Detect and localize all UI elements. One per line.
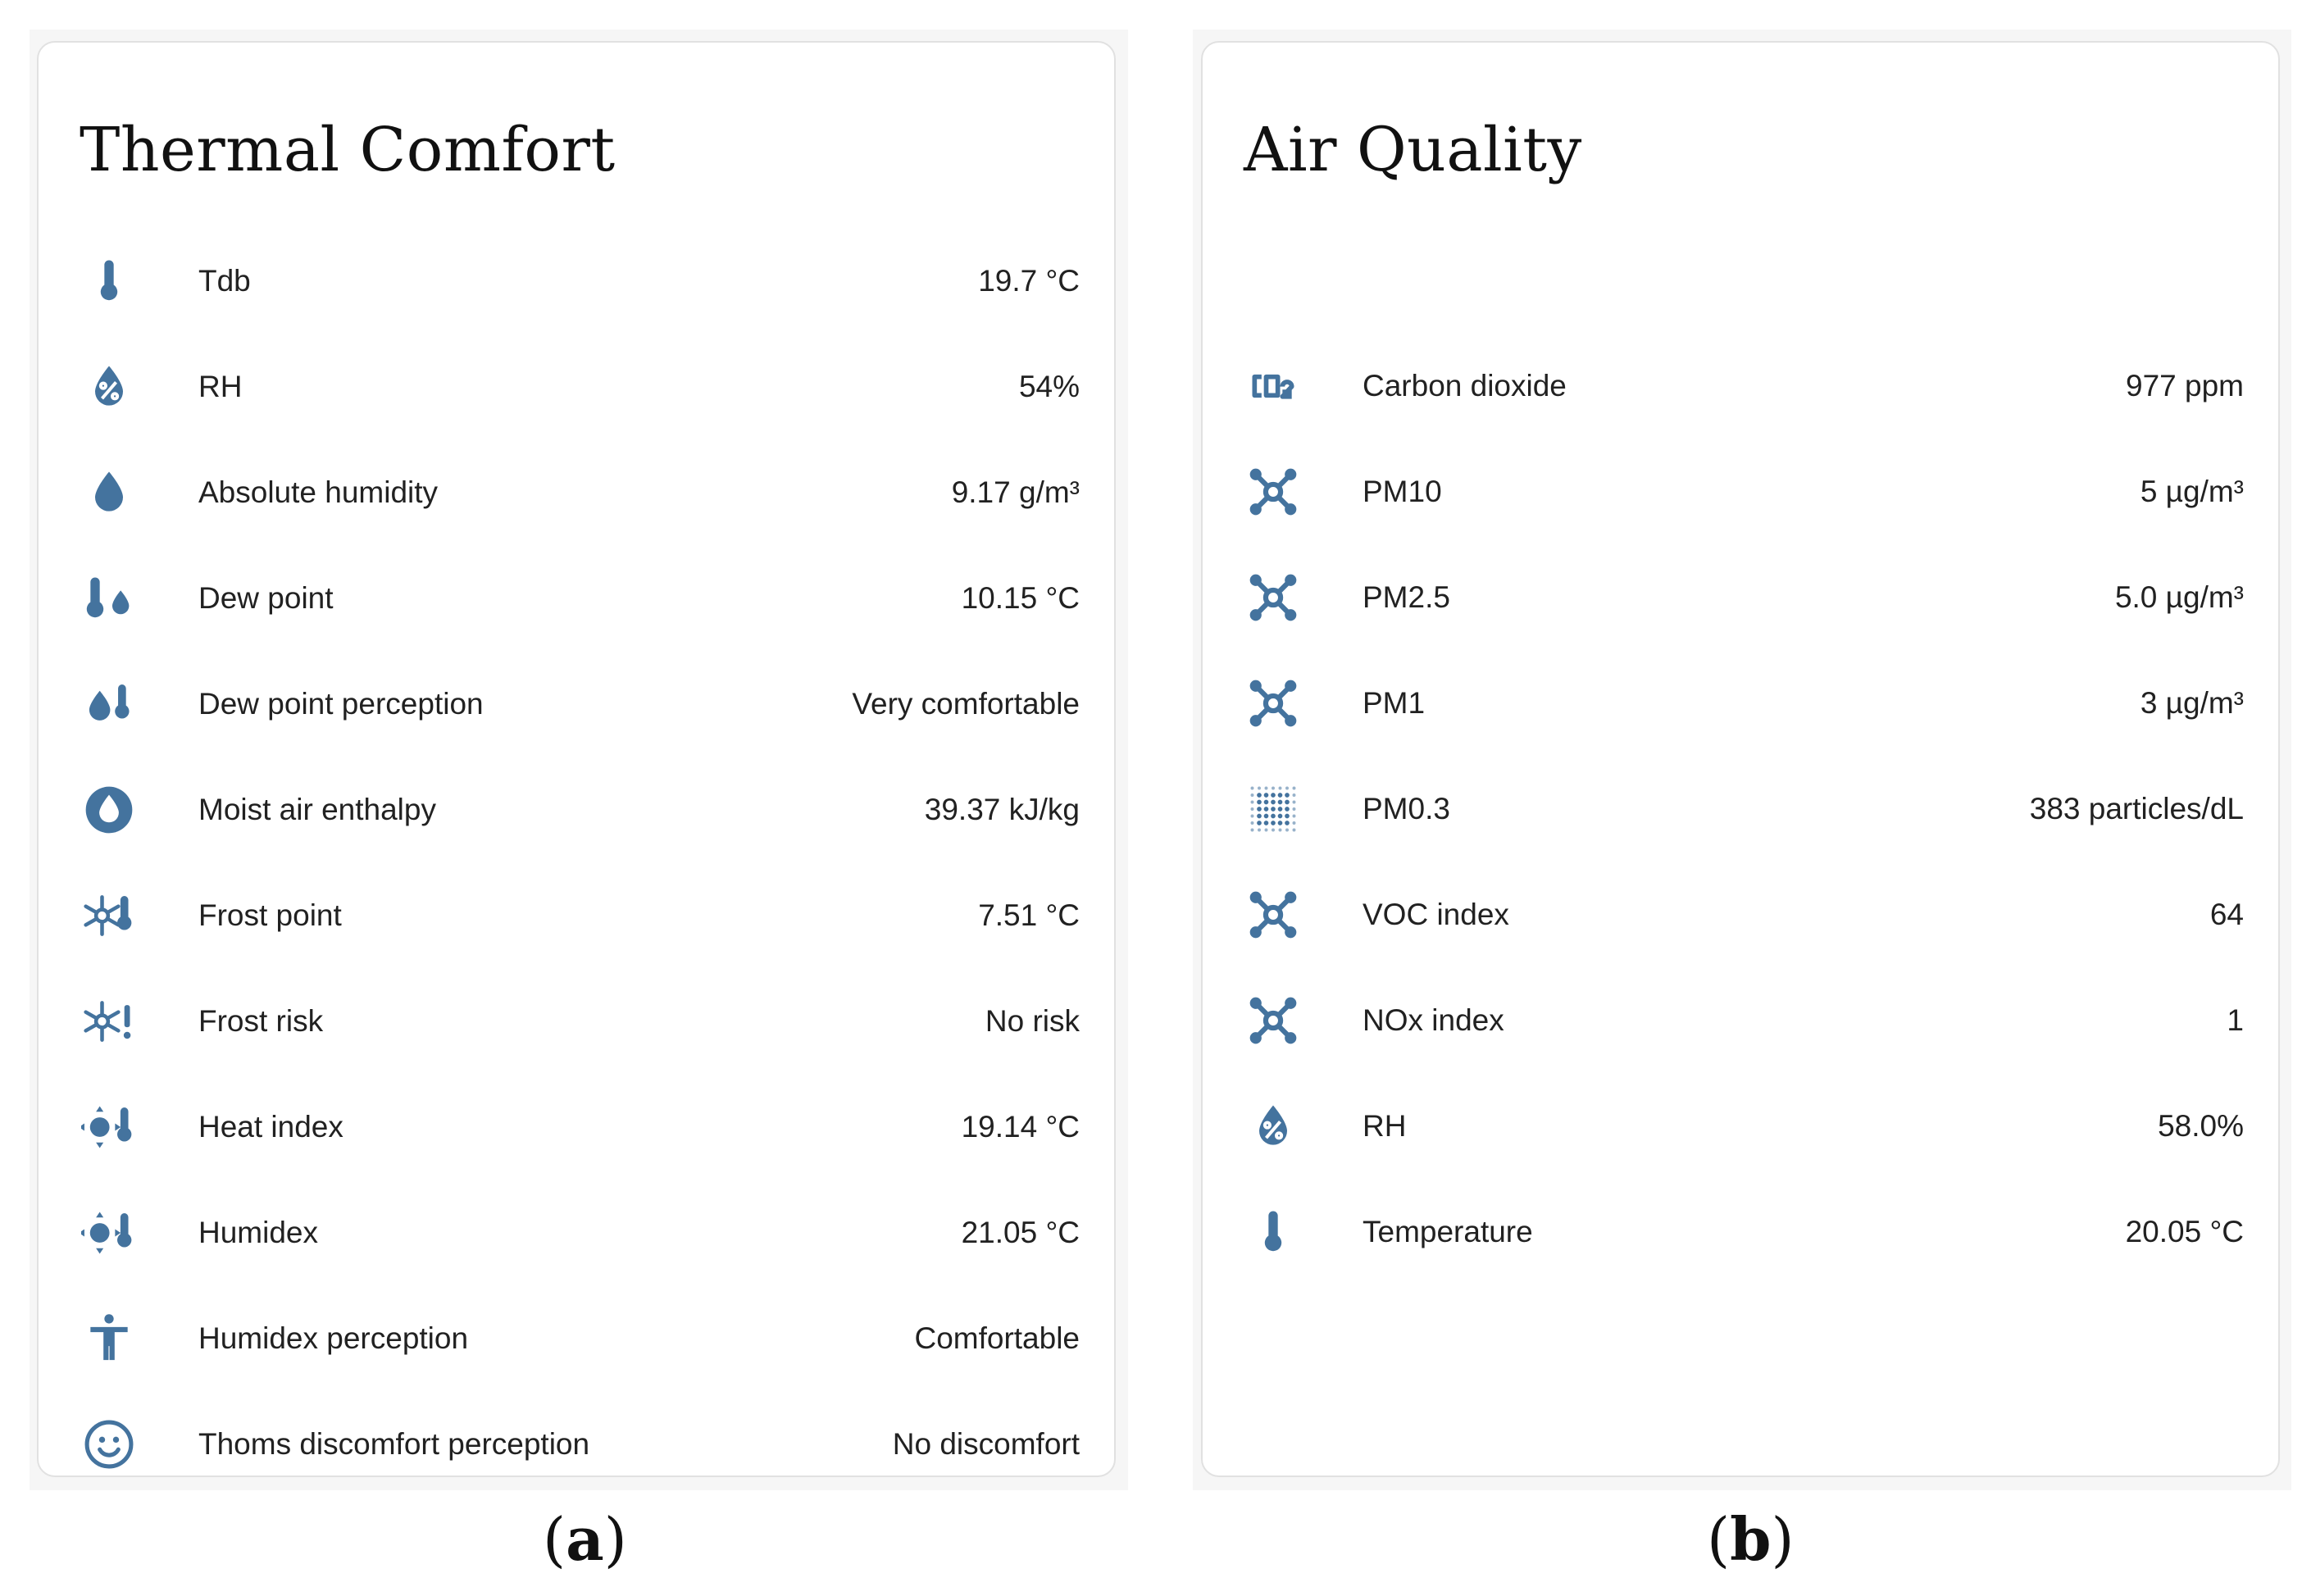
smiley-icon xyxy=(81,1416,137,1472)
molecule-icon xyxy=(1245,464,1301,520)
entity-row-pm0-3[interactable] xyxy=(1203,756,2278,862)
entity-label: RH xyxy=(1363,1108,1407,1143)
entity-value: Very comfortable xyxy=(852,686,1080,721)
entity-row-humidex-perception[interactable] xyxy=(39,1285,1114,1391)
caption-b: (b) xyxy=(1707,1504,1795,1574)
entity-value: 64 xyxy=(2209,897,2244,931)
entity-value: 21.05 °C xyxy=(961,1215,1080,1249)
snowflake-alert-icon xyxy=(81,994,137,1049)
entity-label: Tdb xyxy=(198,263,251,298)
entity-value: 7.51 °C xyxy=(978,898,1080,932)
card-title: Thermal Comfort xyxy=(80,115,616,185)
caption-a: (a) xyxy=(543,1504,627,1574)
thermal-comfort-card xyxy=(37,41,1116,1477)
entity-value: 19.7 °C xyxy=(978,263,1080,298)
molecule-icon xyxy=(1245,887,1301,943)
water-drop-icon xyxy=(81,465,137,521)
entity-value: 20.05 °C xyxy=(2125,1214,2244,1248)
entity-row-temperature[interactable] xyxy=(1203,1179,2278,1285)
entity-label: Frost risk xyxy=(198,1003,324,1038)
entity-label: Carbon dioxide xyxy=(1363,368,1567,402)
entity-value: 1 xyxy=(2227,1003,2244,1037)
thermometer-icon xyxy=(1245,1204,1301,1260)
entity-row-voc-index[interactable] xyxy=(1203,862,2278,967)
entity-value: 5 µg/m³ xyxy=(2140,474,2244,508)
entity-label: VOC index xyxy=(1363,897,1509,931)
entity-row-pm10[interactable] xyxy=(1203,439,2278,544)
entity-label: PM2.5 xyxy=(1363,580,1450,614)
entity-label: Humidex perception xyxy=(198,1321,469,1355)
entity-row-humidex[interactable] xyxy=(39,1180,1114,1285)
entity-value: 39.37 kJ/kg xyxy=(924,792,1080,826)
thermometer-icon xyxy=(81,253,137,309)
entity-row-nox-index[interactable] xyxy=(1203,967,2278,1073)
water-percent-icon xyxy=(81,359,137,415)
entity-value: Comfortable xyxy=(914,1321,1080,1355)
dots-grid-icon xyxy=(1245,781,1301,837)
entity-label: Heat index xyxy=(198,1109,343,1144)
entity-value: 9.17 g/m³ xyxy=(951,475,1080,509)
water-thermometer-icon xyxy=(81,676,137,732)
entity-label: Dew point xyxy=(198,580,334,615)
entity-label: NOx index xyxy=(1363,1003,1504,1037)
entity-list xyxy=(1203,333,2278,1285)
entity-label: Humidex xyxy=(198,1215,318,1249)
card-title: Air Quality xyxy=(1244,115,1582,185)
entity-value: 383 particles/dL xyxy=(2029,791,2244,825)
entity-label: RH xyxy=(198,369,243,403)
entity-value: 54% xyxy=(1018,369,1080,403)
entity-row-frost-point[interactable] xyxy=(39,862,1114,968)
entity-row-absolute-humidity[interactable] xyxy=(39,439,1114,545)
entity-row-carbon-dioxide[interactable] xyxy=(1203,333,2278,439)
caption-letter: a xyxy=(566,1504,604,1574)
entity-label: PM1 xyxy=(1363,685,1426,720)
molecule-icon xyxy=(1245,993,1301,1048)
entity-value: 10.15 °C xyxy=(961,580,1080,615)
entity-value: 19.14 °C xyxy=(961,1109,1080,1144)
molecule-icon xyxy=(1245,570,1301,625)
entity-label: PM0.3 xyxy=(1363,791,1450,825)
entity-list xyxy=(39,228,1114,1497)
sun-thermometer-icon xyxy=(81,1205,137,1261)
entity-row-dew-point-perception[interactable] xyxy=(39,651,1114,757)
snowflake-thermometer-icon xyxy=(81,888,137,944)
molecule-icon xyxy=(1245,675,1301,731)
entity-label: Dew point perception xyxy=(198,686,484,721)
entity-value: No risk xyxy=(985,1003,1080,1038)
entity-label: Frost point xyxy=(198,898,342,932)
entity-label: PM10 xyxy=(1363,474,1442,508)
entity-label: Moist air enthalpy xyxy=(198,792,436,826)
entity-row-moist-air-enthalpy[interactable] xyxy=(39,757,1114,862)
entity-row-rh[interactable] xyxy=(39,334,1114,439)
caption-letter: b xyxy=(1730,1504,1772,1574)
entity-row-pm1[interactable] xyxy=(1203,650,2278,756)
entity-row-pm2-5[interactable] xyxy=(1203,544,2278,650)
water-circle-icon xyxy=(81,782,137,838)
air-quality-card xyxy=(1201,41,2280,1477)
entity-value: 58.0% xyxy=(2158,1108,2244,1143)
co2-icon xyxy=(1245,358,1301,414)
entity-value: 3 µg/m³ xyxy=(2140,685,2244,720)
sun-thermometer-icon xyxy=(81,1099,137,1155)
entity-label: Absolute humidity xyxy=(198,475,439,509)
water-percent-icon xyxy=(1245,1098,1301,1154)
entity-value: No discomfort xyxy=(892,1426,1080,1461)
thermometer-water-icon xyxy=(81,571,137,626)
entity-row-tdb[interactable] xyxy=(39,228,1114,334)
entity-label: Thoms discomfort perception xyxy=(198,1426,590,1461)
entity-row-frost-risk[interactable] xyxy=(39,968,1114,1074)
entity-row-dew-point[interactable] xyxy=(39,545,1114,651)
entity-label: Temperature xyxy=(1363,1214,1533,1248)
entity-value: 977 ppm xyxy=(2126,368,2244,402)
entity-row-heat-index[interactable] xyxy=(39,1074,1114,1180)
human-icon xyxy=(81,1311,137,1366)
entity-value: 5.0 µg/m³ xyxy=(2114,580,2244,614)
entity-row-rh[interactable] xyxy=(1203,1073,2278,1179)
entity-row-thoms-discomfort-perception[interactable] xyxy=(39,1391,1114,1497)
